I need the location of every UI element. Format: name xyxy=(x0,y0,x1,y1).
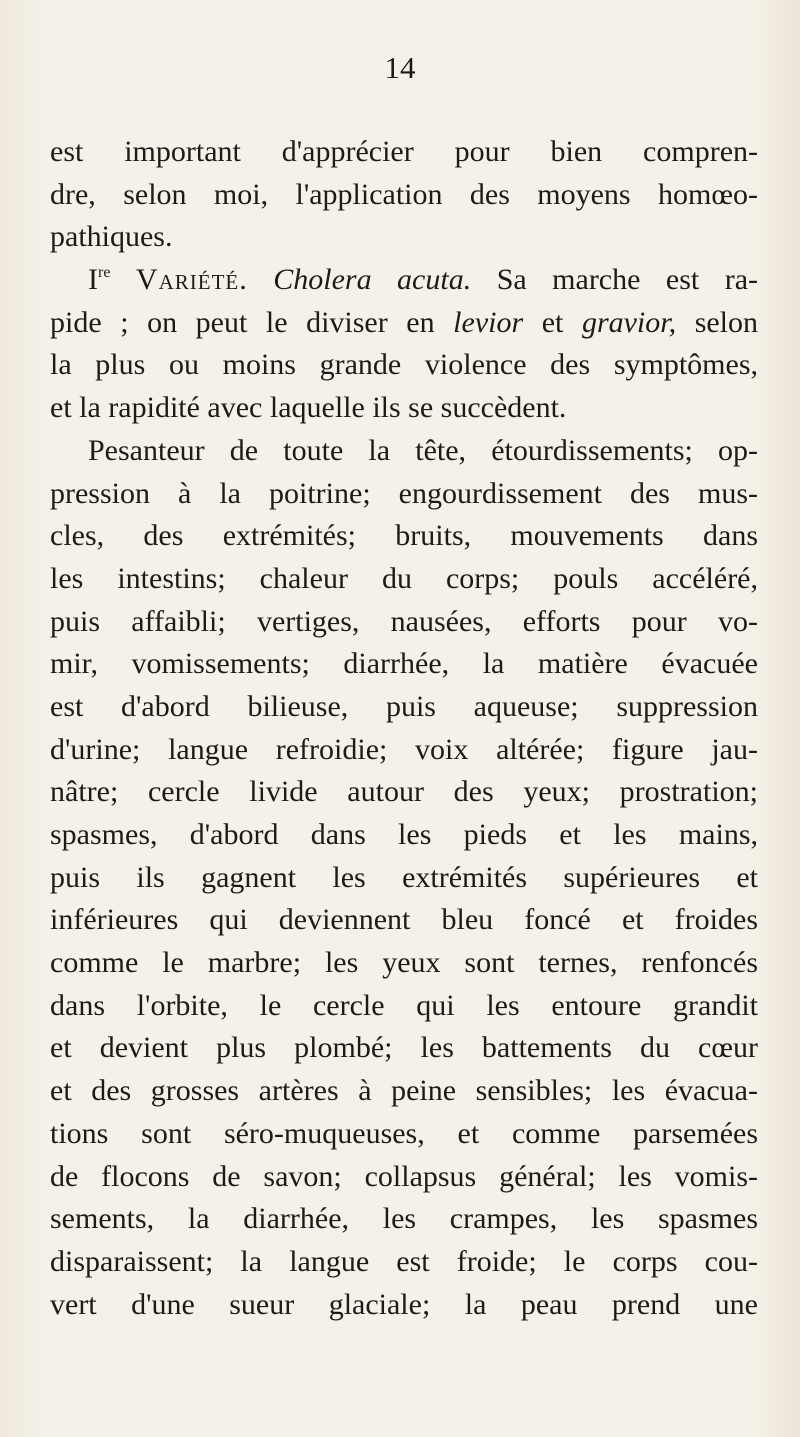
variety-division-line xyxy=(50,302,758,345)
variety-numeral: I xyxy=(88,263,98,297)
symptoms-line: nâtre; cercle livide autour des yeux; prostration; xyxy=(50,775,758,809)
symptoms-line: et des grosses artères à peine sensibles; les évacua- xyxy=(50,1074,758,1108)
symptoms-line: mir, vomissements; diarrhée, la matière évacuée xyxy=(50,647,758,681)
symptoms-line: de flocons de savon; collapsus général; les vomis- xyxy=(50,1159,758,1193)
variety-text: et xyxy=(541,305,564,339)
symptoms-line: d'urine; langue refroidie; voix altérée; figure jau- xyxy=(50,732,758,766)
variety-label: Variété. xyxy=(135,263,248,297)
symptoms-line: et devient plus plombé; les battements du cœur xyxy=(50,1031,758,1065)
text-line: pathiques. xyxy=(50,220,173,254)
symptoms-line: disparaissent; la langue est froide; le corps cou- xyxy=(50,1244,758,1278)
variety-latin-name: Cholera acuta. xyxy=(273,263,472,297)
symptoms-line: dans l'orbite, le cercle qui les entoure grandit xyxy=(50,988,758,1022)
symptoms-line: comme le marbre; les yeux sont ternes, renfoncés xyxy=(50,946,758,980)
levior-term: levior xyxy=(453,305,524,339)
symptoms-line: les intestins; chaleur du corps; pouls accéléré, xyxy=(50,561,758,595)
symptoms-line: puis affaibli; vertiges, nausées, efforts pour vo- xyxy=(50,604,758,638)
symptoms-line: sements, la diarrhée, les crampes, les spasmes xyxy=(50,1202,758,1236)
symptoms-line: Pesanteur de toute la tête, étourdissements; op- xyxy=(88,433,758,467)
page-number: 14 xyxy=(384,50,416,85)
symptoms-line: est d'abord bilieuse, puis aqueuse; suppression xyxy=(50,689,758,723)
symptoms-line: cles, des extrémités; bruits, mouvements dans xyxy=(50,519,758,553)
symptoms-line: pression à la poitrine; engourdissement des mus- xyxy=(50,476,758,510)
symptoms-line: puis ils gagnent les extrémités supérieures et xyxy=(50,860,758,894)
variety-text: Sa marche est ra- xyxy=(496,263,759,297)
variety-heading-line xyxy=(50,259,758,302)
variety-text: selon xyxy=(694,305,759,339)
body-text xyxy=(50,131,758,1326)
text-line: et la rapidité avec laquelle ils se succèdent. xyxy=(50,391,567,425)
symptoms-line: vert d'une sueur glaciale; la peau prend une xyxy=(50,1287,758,1321)
text-line: la plus ou moins grande violence des symptômes, xyxy=(50,348,758,382)
text-line: est important d'apprécier pour bien compren- xyxy=(50,135,758,168)
gravior-term: gravior, xyxy=(581,305,677,339)
symptoms-line: inférieures qui deviennent bleu foncé et froides xyxy=(50,903,758,937)
symptoms-line: spasmes, d'abord dans les pieds et les mains, xyxy=(50,818,758,851)
variety-text: pide ; on peut le diviser en xyxy=(50,305,435,339)
variety-numeral-suffix: re xyxy=(98,264,111,282)
symptoms-line: tions sont séro-muqueuses, et comme parsemées xyxy=(50,1116,758,1150)
text-line: dre, selon moi, l'application des moyens homœo- xyxy=(50,177,758,211)
